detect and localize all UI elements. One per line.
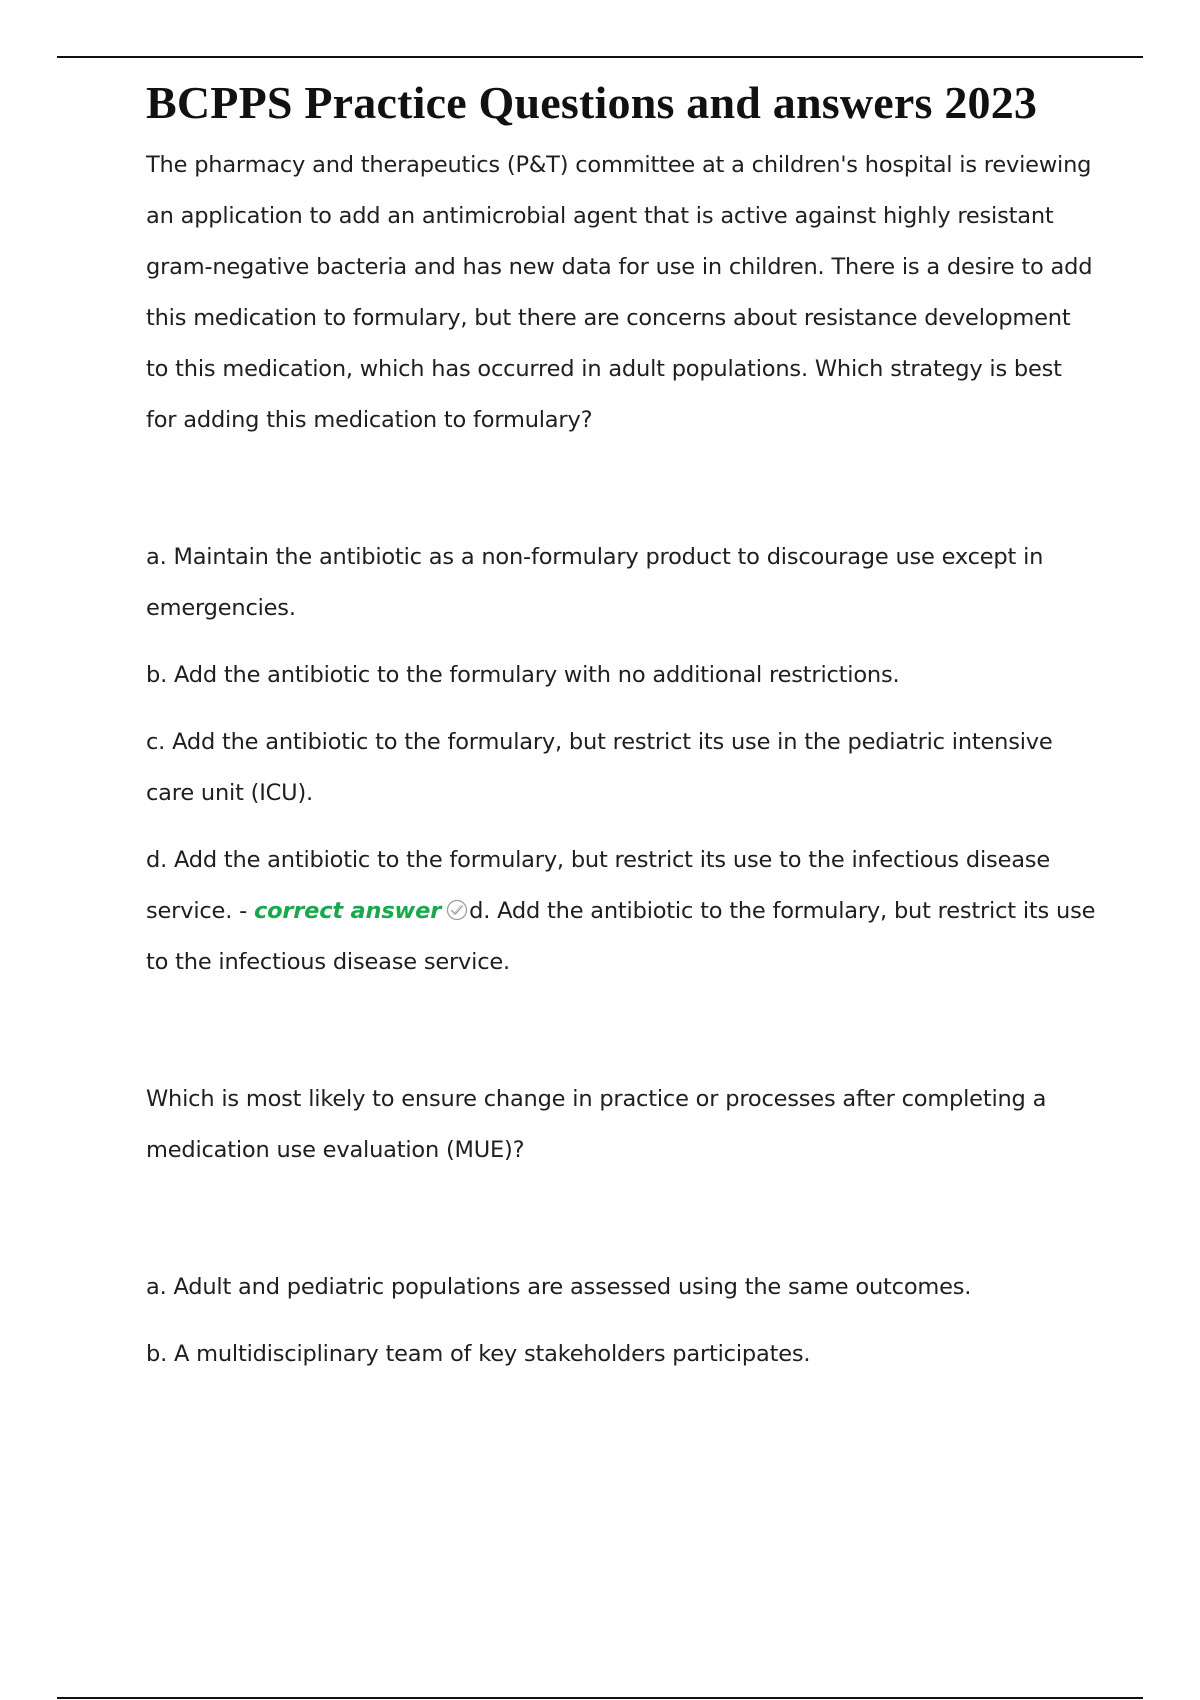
question-1-option-a: a. Maintain the antibiotic as a non-formulary product to discourage use except in emergencies. [146,544,1044,621]
answer-separator: - [232,898,254,924]
top-divider [57,56,1143,58]
question-1-options [146,532,1096,988]
question-2-option-a: a. Adult and pediatric populations are assessed using the same outcomes. [146,1274,972,1300]
check-circle-icon [446,889,468,911]
correct-answer-label: correct answer [253,898,442,924]
question-1-text: The pharmacy and therapeutics (P&T) committee at a children's hospital is reviewing an application to add an antimicrobial agent that is active against highly resistant gram-negative bacteria and has new data for use in children. There is a desire to add this medication to formulary, but there are concerns about resistance development to this medication, which has occurred in adult populations. Which strategy is best for adding this medication to formulary? [146,152,1093,433]
document-title: BCPPS Practice Questions and answers 2023 [146,77,1038,128]
question-1-option-c: c. Add the antibiotic to the formulary, but restrict its use in the pediatric intensive care unit (ICU). [146,729,1053,806]
bottom-divider [57,1697,1143,1699]
question-2-options [146,1262,1096,1380]
question-1-option-b: b. Add the antibiotic to the formulary with no additional restrictions. [146,662,900,688]
question-2-option-b: b. A multidisciplinary team of key stakeholders participates. [146,1341,811,1367]
question-1-option-d [146,835,1096,988]
document-content [146,70,1096,1380]
question-2-text: Which is most likely to ensure change in practice or processes after completing a medication use evaluation (MUE)? [146,1086,1047,1163]
correct-answer-text: d. Add the antibiotic to the formulary, but restrict its use to the infectious disease service. [146,898,1096,975]
question-1-option-d-text: d. Add the antibiotic to the formulary, but restrict its use to the infectious disease service. [146,847,1050,924]
